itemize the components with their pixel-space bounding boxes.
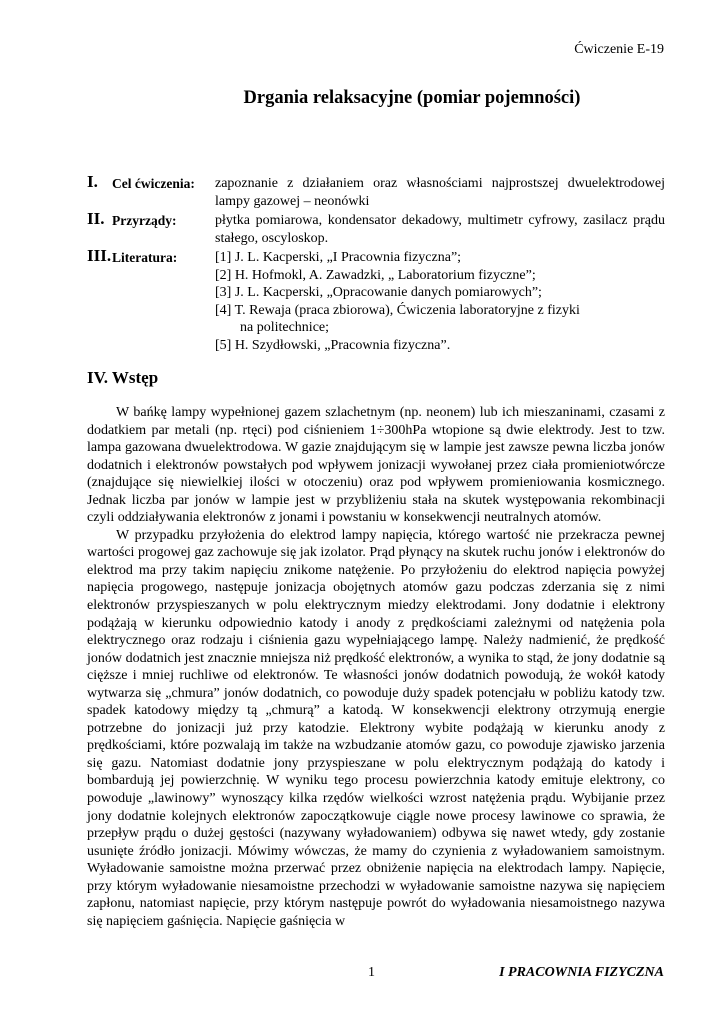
page-number: 1 bbox=[368, 965, 375, 980]
section-number: I. bbox=[87, 172, 98, 191]
section-number: II. bbox=[87, 209, 105, 228]
section-cel bbox=[87, 172, 665, 210]
section-number: III. bbox=[87, 246, 112, 265]
reference-item: [2] H. Hofmokl, A. Zawadzki, „ Laboratorium fizyczne”; bbox=[215, 267, 536, 283]
paragraph: W przypadku przyłożenia do elektrod lampy napięcia, którego wartość nie przekracza pewnej wartości progowej gaz zachowuje się jak izolator. Prąd płynący na skutek ruchu jonów i elektronów do elektrod ma przy takim napięciu znikome natężenie. Po przyłożeniu do elektrod napięcia powyżej napięcia progowego, następuje jonizacja obojętnych atomów gazu podczas zderzania się z nimi elektronów przyspieszanych w polu elektrycznym miedzy elektrodami. Jony dodatnie i elektrony podążają w kierunku odpowiednio katody i anody z prędkościami zależnymi od natężenia pola elektrycznego oraz rodzaju i ciśnienia gazu wypełniającego lampę. Należy nadmienić, że prędkość jonów dodatnich jest znacznie mniejsza niż prędkość elektronów, a wynika to stąd, że jony dodatnie są cięższe i mniej ruchliwe od elektronów. Te własności jonów dodatnich powodują, że wokół katody wytwarza się „chmura” jonów dodatnich, co powoduje duży spadek potencjału w pobliżu katody tzw. spadek katodowy między tą „chmurą” a katodą. W konsekwencji elektrony otrzymują energie potrzebne do jonizacji już przy katodzie. Elektrony wybite podążają w kierunku anody z prędkościami, które pozwalają im także na wzbudzanie atomów gazu, co powoduje zjawisko jarzenia się gazu. Natomiast dodatnie jony przyspieszane w polu elektrycznym podążają do katody i bombardują jej powierzchnię. W wyniku tego procesu powierzchnia katody emituje elektrony, co powoduje „lawinowy” wynoszący kilka rzędów wielkości wzrost natężenia prądu. Wybijanie przez jony dodatnie kolejnych elektronów zapoczątkowuje ciągle nowe procesy lawinowe co sprawia, że przepływ prądu o dużej gęstości (nazywany wyładowaniem) odbywa się nawet wtedy, gdy zostanie usunięte źródło jonizacji. Mówimy wówczas, że mamy do czynienia z wyładowaniem samoistnym. Wyładowanie samoistne można przerwać przez obniżenie napięcia na elektrodach lampy. Napięcie, przy którym wyładowanie niesamoistne przechodzi w wyładowanie samoistne nazywa się napięciem zapłonu, natomiast napięcie, przy którym następuje powrót do wyładowania niesamoistnego nazywa się napięciem gaśnięcia. Napięcie gaśnięcia w bbox=[87, 527, 665, 929]
section-text: zapoznanie z działaniem oraz własnościami najprostszej dwuelektrodowej lampy gazowej – neonówki bbox=[215, 176, 665, 209]
exercise-label: Ćwiczenie E-19 bbox=[574, 42, 664, 57]
reference-item-continued: na politechnice; bbox=[240, 320, 330, 335]
body-text bbox=[87, 404, 665, 930]
section-label: Przyrządy: bbox=[112, 213, 177, 228]
page-title: Drgania relaksacyjne (pomiar pojemności) bbox=[243, 88, 581, 108]
reference-item: [1] J. L. Kacperski, „I Pracownia fizyczna”; bbox=[215, 250, 462, 265]
course-name: I PRACOWNIA FIZYCZNA bbox=[499, 965, 664, 980]
reference-item: [4] T. Rewaja (praca zbiorowa), Ćwiczenia laboratoryjne z fizyki bbox=[215, 302, 580, 318]
section-przyrzady bbox=[87, 209, 665, 247]
section-heading-wstep: IV. Wstęp bbox=[87, 368, 159, 387]
section-text: płytka pomiarowa, kondensator dekadowy, multimetr cyfrowy, zasilacz prądu stałego, oscyloskop. bbox=[215, 213, 665, 246]
paragraph: W bańkę lampy wypełnionej gazem szlachetnym (np. neonem) lub ich mieszaninami, czasami z dodatkiem par metali (np. rtęci) pod ciśnieniem 1÷300hPa wtopione są dwie elektrody. Jest to tzw. lampa gazowana dwuelektrodowa. W gazie znajdującym się w lampie jest zawsze pewna liczba jonów dodatnich i elektronów powstałych pod wpływem jonizacji wywołanej przez ciała promieniotwórcze (znajdujące się niewielkiej ilości w otoczeniu) oraz pod wpływem promieniowania kosmicznego. Jednak liczba par jonów w lampie jest w przybliżeniu stała na skutek występowania rekombinacji czyli oddziaływania elektronów z jonami i powstaniu w konsekwencji neutralnych atomów. bbox=[87, 405, 665, 526]
section-literatura bbox=[87, 246, 665, 354]
reference-item: [5] H. Szydłowski, „Pracownia fizyczna”. bbox=[215, 337, 451, 353]
section-label: Literatura: bbox=[112, 250, 178, 265]
reference-item: [3] J. L. Kacperski, „Opracowanie danych pomiarowych”; bbox=[215, 285, 542, 300]
section-label: Cel ćwiczenia: bbox=[112, 176, 195, 191]
